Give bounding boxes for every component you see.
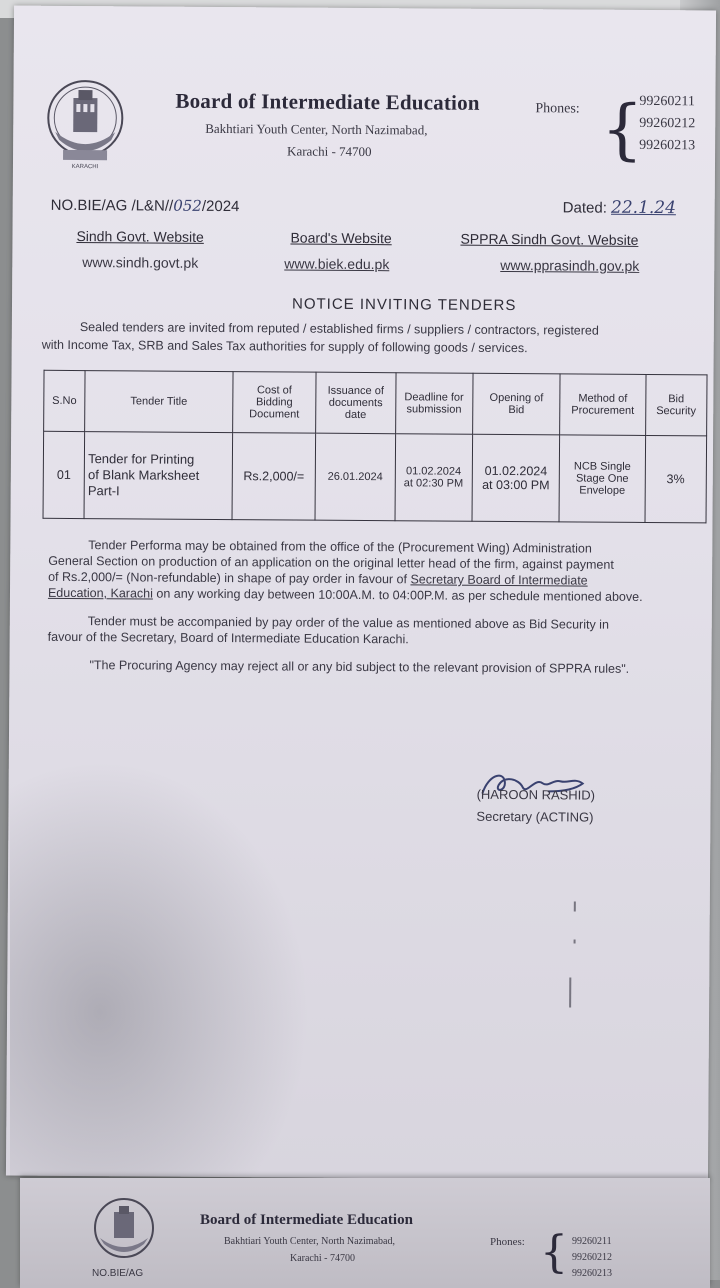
para2-line-2b: Secretary, Board of Intermediate Education Karachi.	[120, 630, 409, 647]
board-title: Board of Intermediate Education	[175, 88, 480, 115]
table-header-row	[44, 370, 707, 436]
header-sno: S.No	[44, 370, 86, 431]
header-method-line: Procurement	[571, 404, 635, 417]
second-sheet-phone-3: 99260213	[572, 1268, 612, 1279]
cell-method-line: Stage One	[575, 472, 629, 485]
cell-sno: 01	[43, 431, 85, 518]
para1-line-2: General Section on production of an application on the original letter head of the firm, against payment	[48, 553, 614, 572]
dated	[563, 197, 676, 218]
header-method	[560, 374, 646, 436]
cell-method	[559, 435, 645, 523]
para2-line-2a: favour of the	[47, 629, 121, 645]
reference-prefix: NO.BIE/AG /L&N//	[50, 196, 174, 215]
phone-1: 99260211	[639, 93, 695, 110]
signer-designation: Secretary (ACTING)	[476, 808, 594, 825]
second-sheet-reference: NO.BIE/AG	[92, 1268, 144, 1279]
dated-value: 22.1.24	[611, 197, 677, 219]
cell-issuance: 26.01.2024	[315, 433, 395, 521]
address-line-1: Bakhtiari Youth Center, North Nazimabad,	[205, 120, 428, 138]
cell-method-line: NCB Single	[573, 460, 631, 473]
cell-deadline-line: at 02:30 PM	[403, 477, 464, 490]
header-title: Tender Title	[85, 371, 233, 433]
cell-opening-line: at 03:00 PM	[482, 477, 550, 493]
cell-title-line: of Blank Marksheet	[87, 467, 200, 483]
cell-title	[84, 432, 232, 520]
phones-brace: {	[600, 90, 644, 168]
para1-line-1: Tender Performa may be obtained from the office of the (Procurement Wing) Administration	[88, 538, 592, 556]
paper-mark	[574, 939, 576, 943]
header-method-line: Method of	[578, 392, 628, 405]
para1-line-3	[48, 570, 588, 588]
header-issuance-line: documents	[328, 396, 383, 410]
para2-line-1: Tender must be accompanied by pay order of the value as mentioned above as Bid Security in	[87, 614, 609, 632]
cell-cost: Rs.2,000/=	[232, 433, 316, 521]
shadow-overlay	[10, 760, 310, 1180]
second-sheet-phones-brace: {	[540, 1227, 568, 1278]
header-deadline	[395, 373, 473, 435]
para1-line-4	[48, 586, 643, 604]
para2-line-2	[48, 630, 409, 647]
para1-line-4b: on any working day between 10:00A.M. to 04:00P.M. as per schedule mentioned above.	[152, 586, 643, 604]
para1-line-3b: Secretary Board of Intermediate	[410, 572, 588, 588]
website-label-sppra: SPPRA Sindh Govt. Website	[460, 230, 639, 248]
website-label-sindh: Sindh Govt. Website	[76, 228, 204, 245]
paper-mark	[574, 901, 576, 911]
board-logo	[45, 76, 126, 171]
header-cost-line: Bidding	[255, 396, 293, 409]
header-security	[645, 374, 707, 435]
header-issuance-line: date	[344, 408, 367, 422]
notice-title: NOTICE INVITING TENDERS	[291, 295, 517, 315]
website-label-board: Board's Website	[290, 229, 392, 247]
cell-title-line: Part-I	[87, 483, 120, 499]
header-cost-line: Document	[249, 408, 300, 421]
cell-title-line: Tender for Printing	[88, 451, 195, 467]
website-url-sindh: www.sindh.govt.pk	[82, 254, 199, 271]
phone-3: 99260213	[639, 137, 696, 154]
header-issuance	[316, 372, 396, 434]
header-cost-line: Cost of	[256, 384, 292, 397]
dated-label: Dated:	[562, 199, 607, 217]
reference-handwritten-number: 052	[173, 196, 202, 215]
tender-table	[43, 370, 708, 524]
header-deadline-line: Deadline for	[404, 391, 464, 404]
phones-label: Phones:	[535, 101, 580, 117]
reference-number	[51, 196, 240, 215]
website-url-board: www.biek.edu.pk	[284, 255, 390, 273]
second-sheet-phones-label: Phones:	[490, 1236, 525, 1248]
second-sheet-board-title: Board of Intermediate Education	[200, 1212, 413, 1228]
website-url-sppra: www.pprasindh.gov.pk	[500, 256, 640, 274]
second-sheet-logo	[92, 1196, 156, 1260]
intro-line-2: with Income Tax, SRB and Sales Tax authorities for supply of following goods / services.	[41, 337, 528, 356]
cell-deadline	[395, 434, 473, 522]
paper-mark	[569, 977, 571, 1007]
phone-2: 99260212	[639, 115, 696, 132]
intro-line-1: Sealed tenders are invited from reputed / established firms / suppliers / contractors, registered	[79, 320, 599, 338]
header-security-line: Bid	[668, 393, 685, 406]
para1-line-4a: Education, Karachi	[47, 585, 153, 601]
reference-year: /2024	[201, 197, 240, 216]
cell-method-line: Envelope	[579, 484, 626, 497]
header-deadline-line: submission	[406, 403, 462, 416]
signer-name: (HAROON RASHID)	[476, 786, 596, 803]
logo-caption: KARACHI	[71, 163, 99, 171]
header-security-line: Security	[656, 405, 697, 418]
second-sheet-address-line-2: Karachi - 74700	[290, 1253, 355, 1264]
address-line-2: Karachi - 74700	[287, 143, 372, 160]
second-sheet-phone-2: 99260212	[572, 1252, 612, 1263]
cell-opening-line: 01.02.2024	[484, 463, 548, 479]
cell-deadline-line: 01.02.2024	[405, 465, 462, 478]
para1-line-3a: of Rs.2,000/= (Non-refundable) in shape of pay order in favour of	[48, 569, 411, 587]
second-sheet-phone-1: 99260211	[572, 1236, 612, 1247]
header-opening-line: Bid	[508, 404, 525, 417]
header-opening-line: Opening of	[489, 391, 544, 405]
cell-security: 3%	[645, 435, 707, 522]
table-row	[43, 431, 707, 523]
second-sheet-address-line-1: Bakhtiari Youth Center, North Nazimabad,	[224, 1236, 395, 1247]
cell-opening	[472, 434, 560, 522]
para3: "The Procuring Agency may reject all or any bid subject to the relevant provision of SPPRA rules".	[89, 658, 630, 676]
header-cost	[232, 372, 316, 434]
header-opening	[473, 373, 561, 435]
header-issuance-line: Issuance of	[327, 384, 384, 398]
